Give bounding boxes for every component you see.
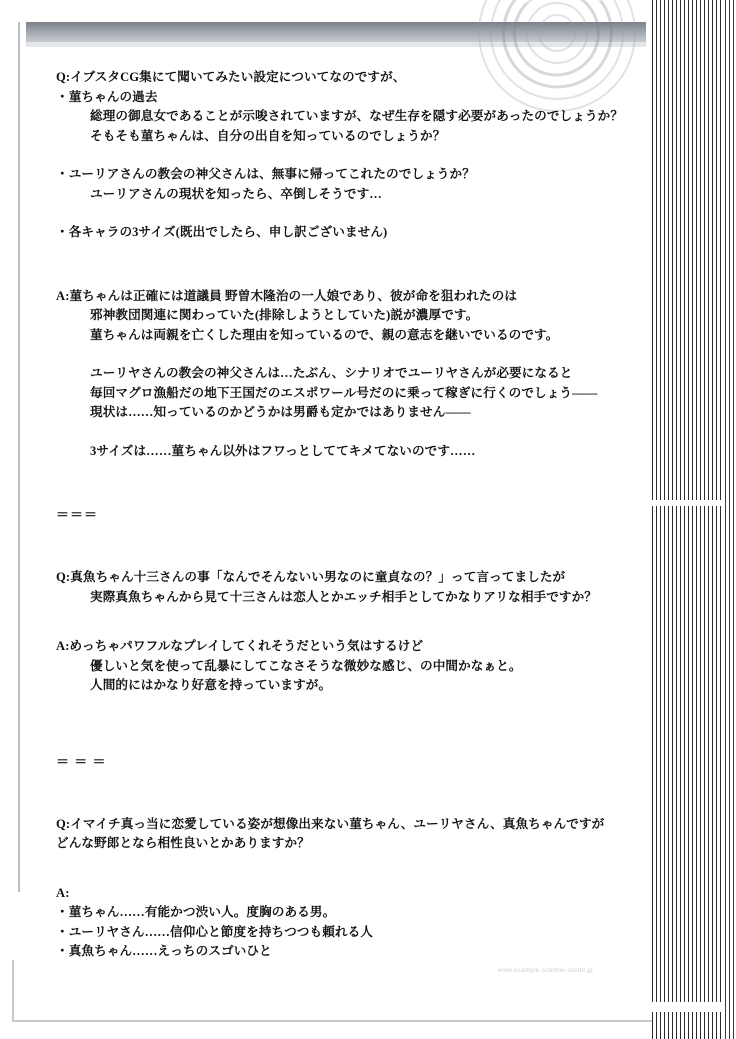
text-line: ・真魚ちゃん……えっちのスゴいひと (56, 944, 272, 958)
text-line: 毎回マグロ漁船だの地下王国だのエスポワール号だのに乗って稼ぎに行くのでしょう—— (90, 385, 598, 400)
spacer (56, 607, 656, 637)
left-vertical-rule-lower (12, 960, 14, 1022)
text-line: ユーリアさんの現状を知ったら、卒倒しそうです… (90, 186, 382, 201)
spacer (56, 345, 656, 364)
answer-block-1 (56, 287, 656, 462)
text-line: 邪神教団関連に関わっていた(排除しようとしていた)説が濃厚です。 (90, 308, 479, 322)
left-vertical-rule (18, 22, 20, 892)
section-separator: ＝＝＝ (56, 507, 99, 522)
answer-block-3 (56, 884, 656, 962)
text-line: ・各キャラの3サイズ(既出でしたら、申し訳ございません) (56, 225, 388, 239)
qa-block-1 (56, 68, 656, 243)
text-line: A:めっちゃパワフルなプレイしてくれそうだという気はするけど (56, 639, 424, 653)
text-line: Q:イブスタCG集にて聞いてみたい設定についてなのですが、 (56, 70, 406, 84)
document-body (56, 68, 656, 962)
text-line: A:菫ちゃんは正確には道議員 野曽木隆治の一人娘であり、彼が命を狙われたのは (56, 288, 518, 303)
text-line: 人間的にはかなり好意を持っていますが。 (90, 678, 332, 692)
right-edge-stripe-band (725, 0, 734, 1039)
spacer (56, 146, 656, 165)
right-stripe-band (652, 0, 722, 1039)
spacer (56, 771, 656, 815)
text-line: 現状は……知っているのかどうかは男爵も定かではありません—— (90, 405, 471, 419)
text-line: ユーリヤさんの教会の神父さんは…たぶん、シナリオでユーリヤさんが必要になると (90, 366, 573, 380)
text-line: 菫ちゃんは両親を亡くした理由を知っているので、親の意志を継いでいるのです。 (90, 327, 559, 342)
text-line: A: (56, 885, 70, 900)
spacer (56, 204, 656, 223)
section-separator: ＝ ＝ ＝ (56, 753, 107, 769)
text-line: 3サイズは……菫ちゃん以外はフワっとしててキメてないのです…… (90, 443, 476, 458)
spacer (56, 524, 656, 568)
text-line: Q:真魚ちゃん十三さんの事「なんでそんないい男なのに童貞なの？」って言ってましたが (56, 570, 566, 584)
spacer (56, 854, 656, 884)
text-line: 実際真魚ちゃんから見て十三さんは恋人とかエッチ相手としてかなりアリな相手ですか？ (90, 589, 597, 604)
qa-block-3 (56, 815, 656, 854)
spacer (56, 423, 656, 442)
text-line: そもそも菫ちゃんは、自分の出自を知っているのでしょうか？ (90, 128, 446, 143)
text-line: ・菫ちゃんの過去 (56, 89, 158, 104)
qa-block-2 (56, 568, 656, 607)
text-line: ・ユーリヤさん……信仰心と節度を持ちつつも頼れる人 (56, 924, 373, 939)
answer-block-2 (56, 637, 656, 696)
spacer (56, 740, 656, 752)
text-line: Q:イマイチ真っ当に恋愛している姿が想像出来ない菫ちゃん、ユーリヤさん、真魚ちゃんですが (56, 816, 605, 831)
text-line: どんな野郎となら相性良いとかありますか？ (56, 836, 310, 850)
text-line: 優しいと気を使って乱暴にしてこなさそうな微妙な感じ、の中間かなぁと。 (90, 658, 522, 673)
spacer (56, 243, 656, 287)
scan-credit: www.example-scanner-credit.jp (498, 968, 593, 974)
bottom-horizontal-rule (12, 1020, 652, 1022)
text-line: ・菫ちゃん……有能かつ渋い人。度胸のある男。 (56, 905, 336, 919)
text-line: ・ユーリアさんの教会の神父さんは、無事に帰ってこれたのでしょうか？ (56, 167, 475, 181)
spacer (56, 696, 656, 740)
spacer (56, 461, 656, 505)
text-line: 総理の御息女であることが示唆されていますが、なぜ生存を隠す必要があったのでしょうか？ (90, 109, 624, 123)
